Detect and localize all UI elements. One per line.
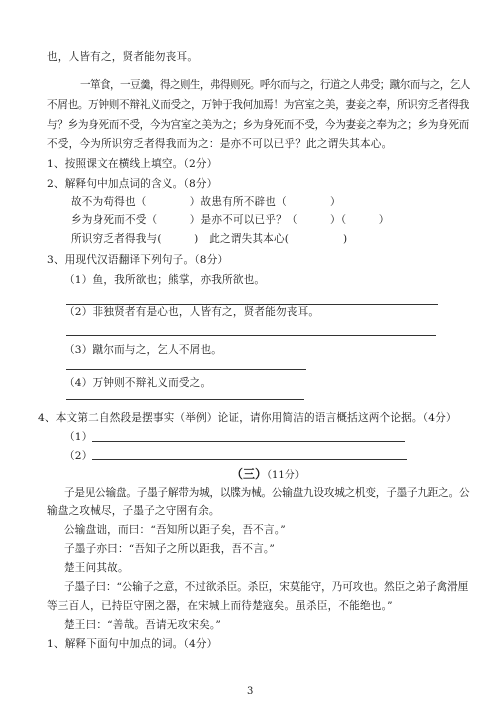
question-2-row[interactable]: 乡为身死而不受（ ）是亦不可以已乎？（ ）（ ） bbox=[71, 214, 390, 226]
question-1: 1、按照课文在横线上填空。（2分） bbox=[47, 158, 218, 170]
question-4-label: （2） bbox=[64, 450, 93, 462]
question-3-sentence: （4）万钟则不辩礼义而受之。 bbox=[64, 377, 212, 389]
question-2-row[interactable]: 所识穷乏者得我与( ) 此之谓失其本心( ) bbox=[71, 233, 348, 245]
section-heading bbox=[231, 465, 305, 482]
question-3-sentence: （3）蹴尔而与之，乞人不屑也。 bbox=[64, 344, 223, 356]
question-4-label: （1） bbox=[64, 431, 93, 443]
passage-line: 子是见公输盘。子墨子解带为城，以牒为械。公输盘九设攻城之机变，子墨子九距之。公 bbox=[64, 487, 470, 499]
answer-line[interactable] bbox=[92, 441, 405, 442]
question-2-title: 2、解释句中加点词的含义。（8分） bbox=[47, 178, 218, 190]
passage-line: 不受，今为所识穷乏者得我而为之：是亦不可以已乎？此之谓失其本心。 bbox=[47, 138, 393, 150]
passage-line: 一箪食，一豆羹，得之则生，弗得则死。呼尔而与之，行道之人弗受；蹴尔而与之，乞人 bbox=[80, 79, 470, 91]
passage-line: 楚王曰：“善哉。吾请无攻宋矣。” bbox=[64, 619, 222, 631]
passage-line: 不屑也。万钟则不辩礼义而受之，万钟于我何加焉！为宫室之美，妻妾之奉，所识穷乏者得我 bbox=[47, 99, 470, 111]
answer-line[interactable] bbox=[66, 399, 304, 400]
question-2-row[interactable]: 故不为苟得也（ ）故患有所不辟也（ ） bbox=[71, 196, 341, 208]
section-score: （11分） bbox=[267, 470, 305, 481]
question-3-sentence: （1）鱼，我所欲也；熊掌，亦我所欲也。 bbox=[64, 274, 266, 286]
passage-line: 公输盘诎，而曰：“吾知所以距子矣，吾不言。” bbox=[64, 524, 286, 536]
answer-line[interactable] bbox=[92, 459, 407, 460]
passage-line: 楚王问其故。 bbox=[64, 562, 129, 574]
section-label: （三） bbox=[231, 467, 268, 481]
question-5: 1、解释下面句中加点的词。（4分） bbox=[47, 638, 218, 650]
passage-line: 等三百人，已持臣守圉之器，在宋城上而待楚寇矣。虽杀臣，不能绝也。” bbox=[47, 600, 393, 612]
page-number: 3 bbox=[247, 686, 254, 697]
question-3-sentence: （2）非独贤者有是心也，人皆有之，贤者能勿丧耳。 bbox=[64, 306, 320, 318]
question-4-title: 4、本文第二自然段是摆事实（举例）论证，请你用简洁的语言概括这两个论据。（4分） bbox=[38, 412, 457, 424]
answer-line[interactable] bbox=[66, 335, 436, 336]
passage-line: 也，人皆有之，贤者能勿丧耳。 bbox=[47, 51, 199, 63]
answer-line[interactable] bbox=[66, 369, 306, 370]
question-3-title: 3、用现代汉语翻译下列句子。（8分） bbox=[47, 254, 229, 266]
passage-line: 子墨子曰：“公输子之意，不过欲杀臣。杀臣，宋莫能守，乃可攻也。然臣之弟子禽滑厘 bbox=[64, 581, 469, 593]
passage-line: 输盘之攻械尽，子墨子之守圉有余。 bbox=[47, 505, 220, 517]
passage-line: 与？乡为身死而不受，今为宫室之美为之；乡为身死而不受，今为妻妾之奉为之；乡为身死而 bbox=[47, 119, 470, 131]
passage-line: 子墨子亦曰：“吾知子之所以距我，吾不言。” bbox=[64, 543, 276, 555]
